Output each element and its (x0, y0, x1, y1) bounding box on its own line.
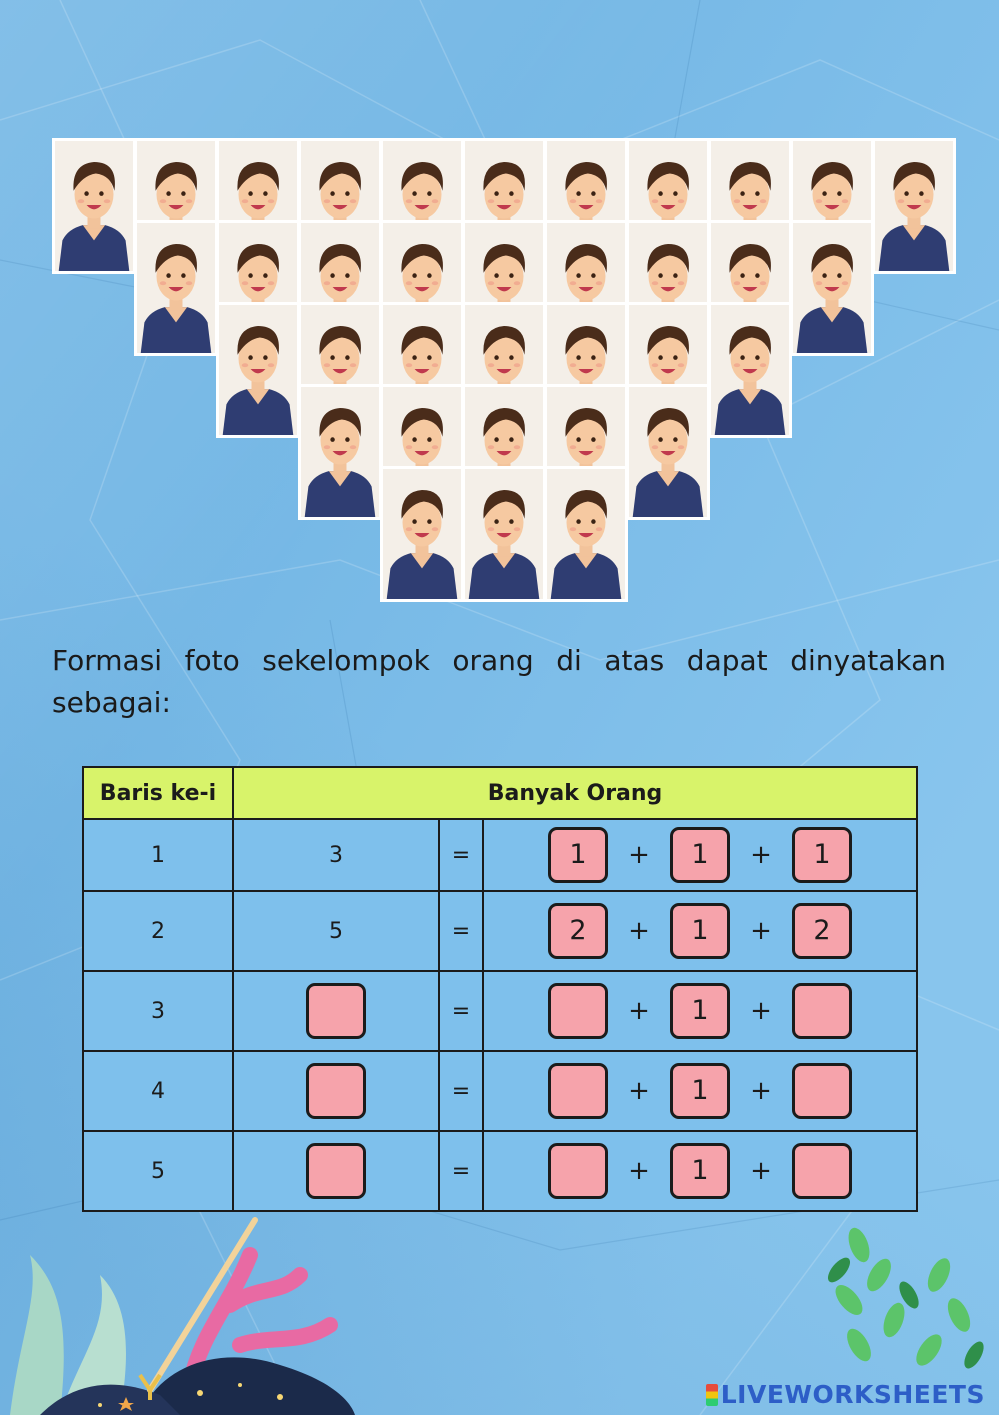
row-index: 3 (83, 971, 233, 1051)
plus-sign: + (750, 996, 772, 1026)
sum-cell (483, 971, 917, 1051)
plus-sign: + (628, 840, 650, 870)
equals-sign: = (439, 1131, 483, 1211)
person-portrait-icon (216, 302, 300, 438)
left-term-box: 1 (548, 827, 608, 883)
person-portrait-icon (298, 384, 382, 520)
person-portrait-icon (462, 466, 546, 602)
sum-cell (483, 1051, 917, 1131)
middle-term-box: 1 (670, 983, 730, 1039)
middle-term-box: 1 (670, 903, 730, 959)
plus-sign: + (750, 916, 772, 946)
left-term-box: 2 (548, 903, 608, 959)
person-portrait-icon (544, 466, 628, 602)
plus-sign: + (628, 1076, 650, 1106)
left-term-box[interactable] (548, 983, 608, 1039)
coral-reef-decoration (0, 1215, 360, 1415)
total-cell (233, 819, 439, 891)
liveworksheets-logo (706, 1380, 985, 1409)
right-term-box: 1 (792, 827, 852, 883)
plus-sign: + (628, 1156, 650, 1186)
total-cell (233, 891, 439, 971)
liveworksheets-logo-icon (706, 1384, 718, 1406)
middle-term-box: 1 (670, 1063, 730, 1119)
total-value: 5 (329, 918, 343, 944)
right-term-box[interactable] (792, 1143, 852, 1199)
total-answer-box[interactable] (306, 983, 366, 1039)
total-answer-box[interactable] (306, 1063, 366, 1119)
row-index: 4 (83, 1051, 233, 1131)
sum-cell (483, 819, 917, 891)
photo-formation (0, 0, 999, 640)
middle-term-box: 1 (670, 827, 730, 883)
total-cell (233, 1051, 439, 1131)
plus-sign: + (628, 916, 650, 946)
person-portrait-icon (708, 302, 792, 438)
person-portrait-icon (52, 138, 136, 274)
row-index: 5 (83, 1131, 233, 1211)
plus-sign: + (750, 840, 772, 870)
pattern-table (82, 766, 918, 1212)
table-row (83, 971, 917, 1051)
person-portrait-icon (790, 220, 874, 356)
plus-sign: + (750, 1076, 772, 1106)
equals-sign: = (439, 891, 483, 971)
plus-sign: + (628, 996, 650, 1026)
total-cell (233, 971, 439, 1051)
sum-cell (483, 891, 917, 971)
table-header-row (83, 767, 917, 819)
row-index: 2 (83, 891, 233, 971)
plus-sign: + (750, 1156, 772, 1186)
header-row-index: Baris ke-i (83, 767, 233, 819)
sum-cell (483, 1131, 917, 1211)
total-cell (233, 1131, 439, 1211)
person-portrait-icon (626, 384, 710, 520)
intro-text: Formasi foto sekelompok orang di atas dapat dinyatakan sebagai: (52, 644, 946, 719)
equals-sign: = (439, 971, 483, 1051)
person-portrait-icon (134, 220, 218, 356)
header-people-count: Banyak Orang (233, 767, 917, 819)
brand-text: LIVEWORKSHEETS (720, 1380, 985, 1409)
left-term-box[interactable] (548, 1143, 608, 1199)
person-portrait-icon (380, 466, 464, 602)
left-term-box[interactable] (548, 1063, 608, 1119)
person-portrait-icon (872, 138, 956, 274)
table-row (83, 1131, 917, 1211)
right-term-box[interactable] (792, 1063, 852, 1119)
equals-sign: = (439, 1051, 483, 1131)
right-term-box[interactable] (792, 983, 852, 1039)
right-term-box: 2 (792, 903, 852, 959)
row-index: 1 (83, 819, 233, 891)
equals-sign: = (439, 819, 483, 891)
table-row (83, 891, 917, 971)
total-value: 3 (329, 842, 343, 868)
middle-term-box: 1 (670, 1143, 730, 1199)
total-answer-box[interactable] (306, 1143, 366, 1199)
table-row (83, 1051, 917, 1131)
table-row (83, 819, 917, 891)
